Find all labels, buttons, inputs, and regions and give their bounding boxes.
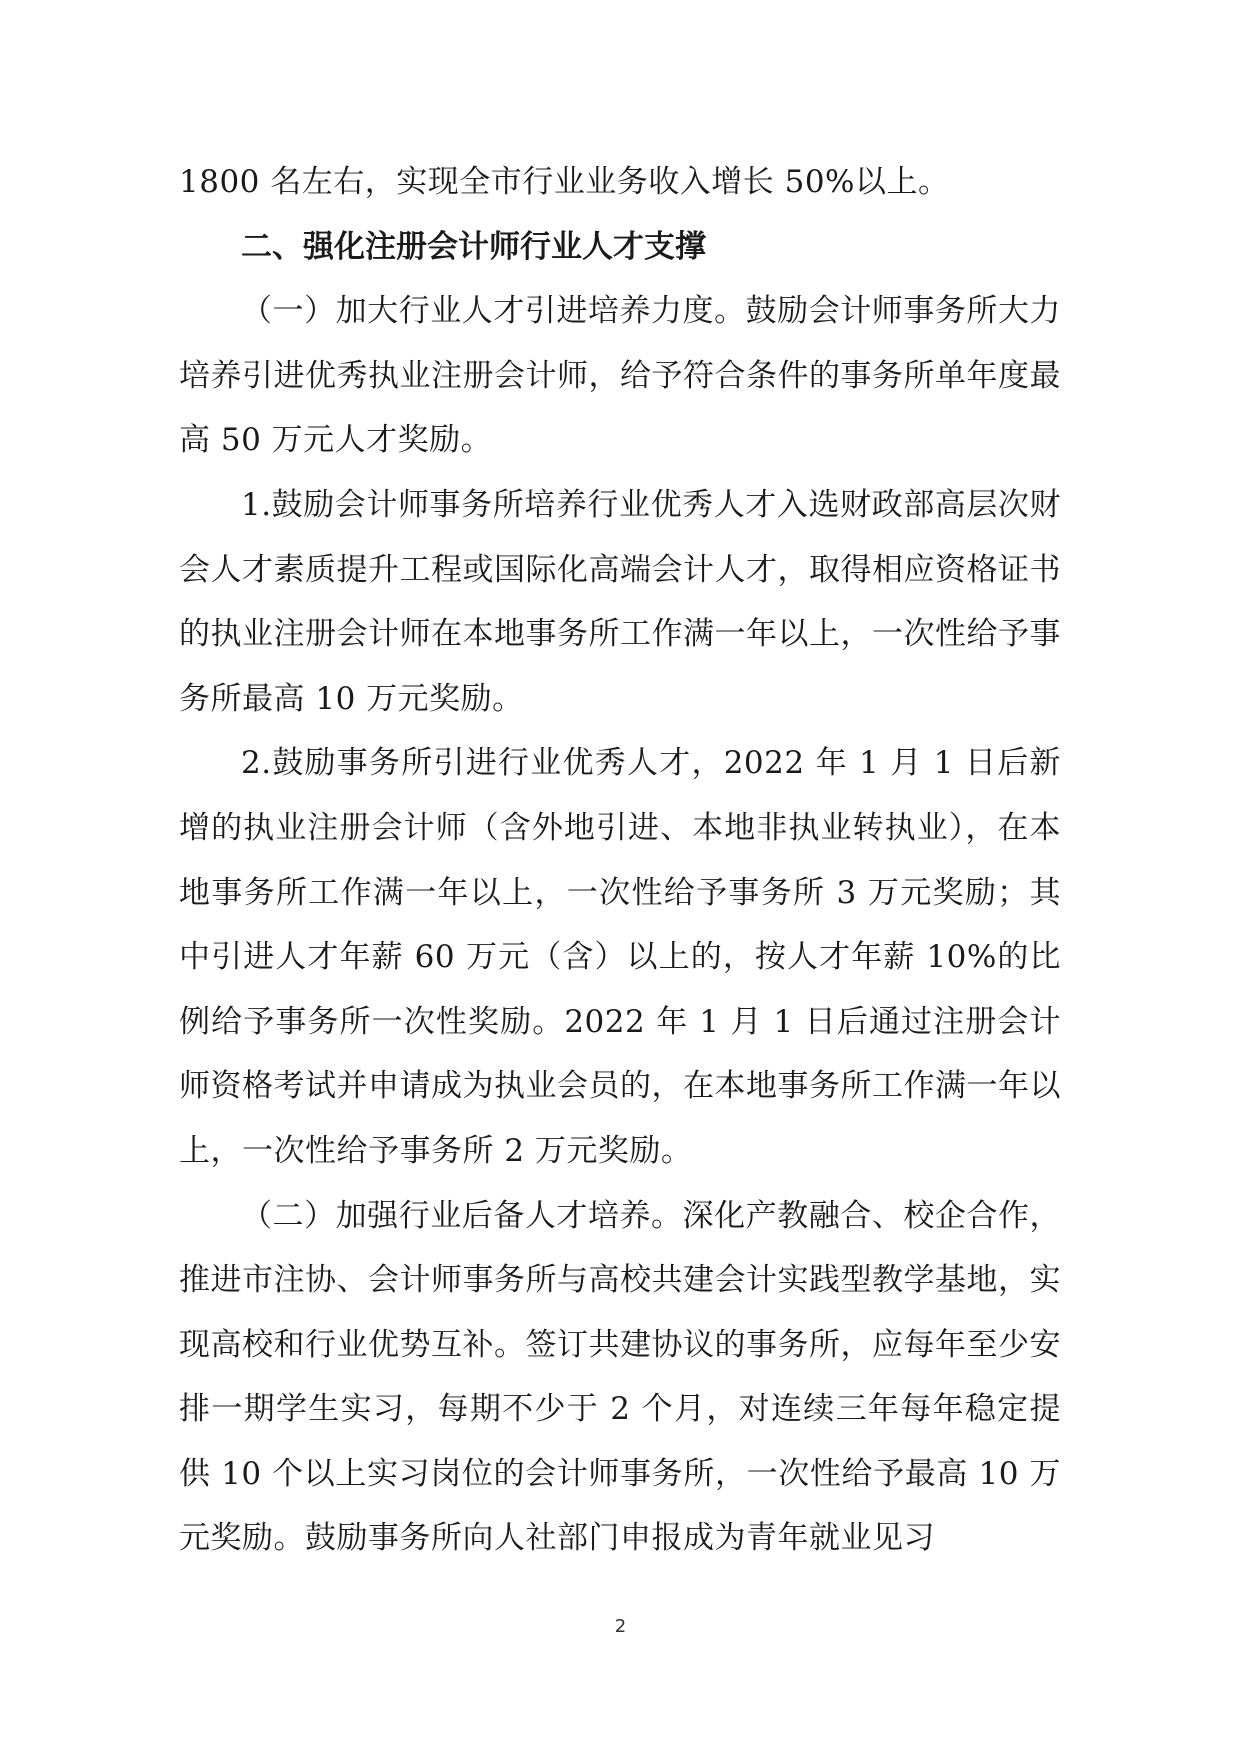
paragraph-item-2: 2.鼓励事务所引进行业优秀人才，2022 年 1 月 1 日后新增的执业注册会计师（含外地引进、本地非执业转执业），在本地事务所工作满一年以上，一次性给予事务所 3 万元奖励；其中引进人才年薪 60 万元（含）以上的，按人才年薪 10%的比例给予事务所一次性奖励。2022 年 1 月 1 日后通过注册会计师资格考试并申请成为执业会员的，在本地事务所工作满一年以上，一次性给予事务所 2 万元奖励。 (179, 745, 1061, 1169)
paragraph-subsection-two: （二）加强行业后备人才培养。深化产教融合、校企合作，推进市注协、会计师事务所与高校共建会计实践型教学基地，实现高校和行业优势互补。签订共建协议的事务所，应每年至少安排一期学生实习，每期不少于 2 个月，对连续三年每年稳定提供 10 个以上实习岗位的会计师事务所，一次性给予最高 10 万元奖励。鼓励事务所向人社部门申报成为青年就业见习 (179, 1197, 1061, 1557)
paragraph-continuation: 1800 名左右，实现全市行业业务收入增长 50%以上。 (179, 164, 950, 200)
section-heading: 二、强化注册会计师行业人才支撑 (241, 228, 706, 265)
page-number: 2 (614, 1616, 627, 1637)
document-body (179, 150, 1061, 1571)
paragraph-item-1: 1.鼓励会计师事务所培养行业优秀人才入选财政部高层次财会人才素质提升工程或国际化高端会计人才，取得相应资格证书的执业注册会计师在本地事务所工作满一年以上，一次性给予事务所最高 10 万元奖励。 (179, 486, 1061, 717)
paragraph-subsection-one: （一）加大行业人才引进培养力度。鼓励会计师事务所大力培养引进优秀执业注册会计师，给予符合条件的事务所单年度最高 50 万元人才奖励。 (179, 293, 1061, 459)
